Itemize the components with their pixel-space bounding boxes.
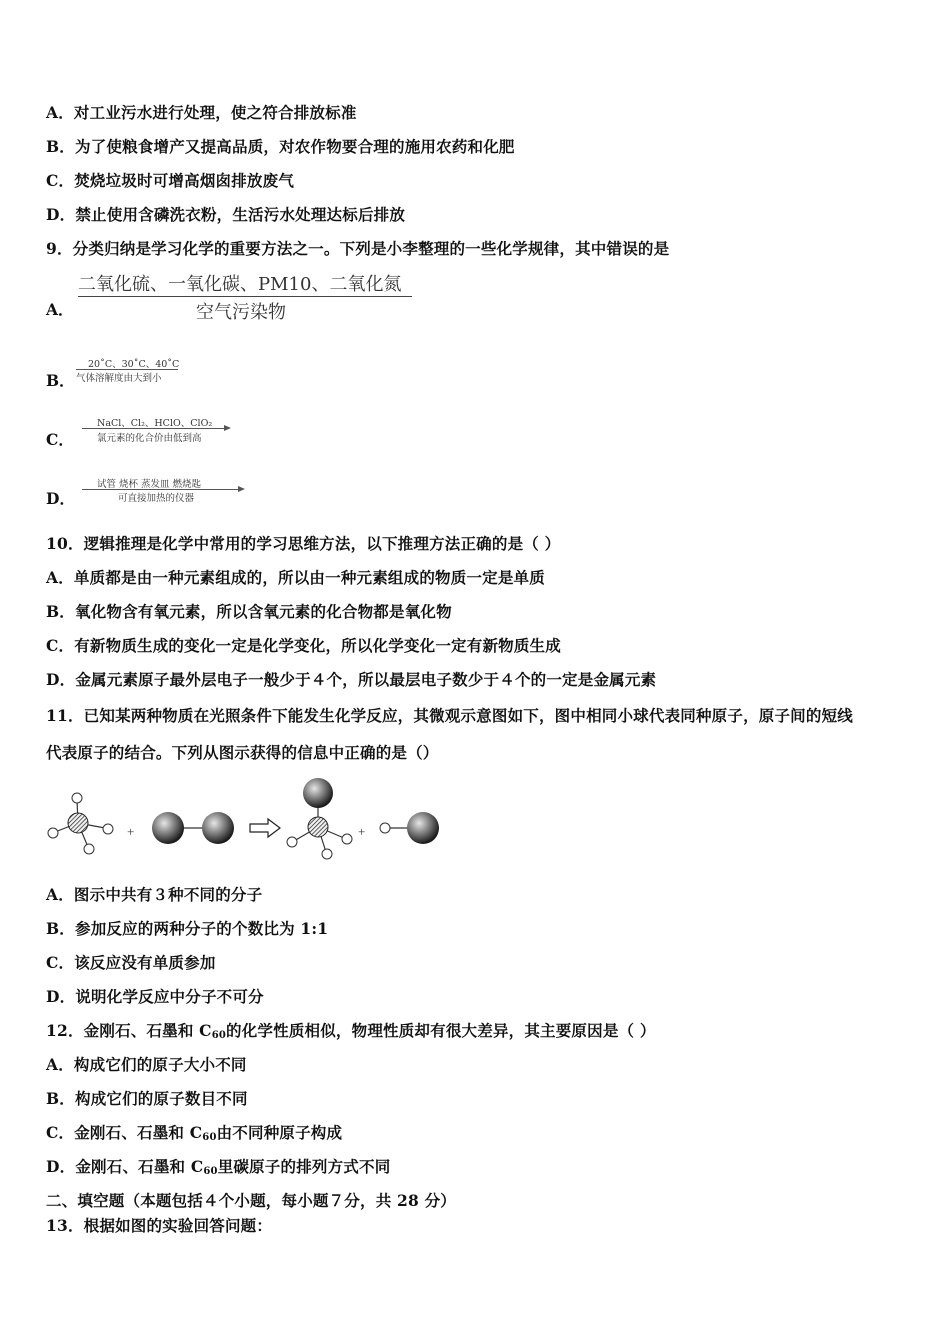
methane-molecule-icon — [48, 793, 113, 854]
q12-option-a: A．构成它们的原子大小不同 — [46, 1055, 247, 1074]
q9-b-fig-bottom: 气体溶解度由大到小 — [76, 373, 162, 384]
plus-sign-2: + — [358, 824, 366, 839]
section-2-title: 二、填空题（本题包括４个小题，每小题７分，共 28 分） — [46, 1191, 456, 1210]
q12-option-b: B．构成它们的原子数目不同 — [46, 1089, 248, 1108]
q9-option-c-label: C． — [46, 430, 74, 449]
q12-c-sub: 60 — [202, 1132, 217, 1143]
q11-option-d: D．说明化学反应中分子不可分 — [46, 987, 264, 1006]
q10-stem: 10．逻辑推理是化学中常用的学习思维方法，以下推理方法正确的是（ ） — [46, 534, 561, 553]
q9-option-b-label: B． — [46, 371, 75, 390]
q11-option-a: A．图示中共有３种不同的分子 — [46, 885, 263, 904]
q10-option-c: C．有新物质生成的变化一定是化学变化，所以化学变化一定有新物质生成 — [46, 636, 561, 655]
q11-stem-line2: 代表原子的结合。下列从图示获得的信息中正确的是（） — [46, 743, 439, 762]
q9-d-fig-top: 试管 烧杯 蒸发皿 燃烧匙 — [97, 479, 202, 490]
q9-b-fig-top: 20˚C、30˚C、40˚C — [88, 359, 180, 370]
q8-option-c: C．焚烧垃圾时可增高烟囱排放废气 — [46, 171, 295, 190]
chlorine-molecule-icon — [152, 812, 234, 844]
q9-c-fig-arrow — [82, 428, 226, 429]
q12-d-post: 里碳原子的排列方式不同 — [217, 1157, 391, 1176]
q9-stem: 9．分类归纳是学习化学的重要方法之一。下列是小李整理的一些化学规律，其中错误的是 — [46, 239, 670, 258]
q12-d-pre: D．金刚石、石墨和 C — [46, 1157, 204, 1176]
q9-a-fig-bottom: 空气污染物 — [196, 302, 286, 323]
reaction-arrow-icon — [250, 819, 280, 837]
q11-option-b: B．参加反应的两种分子的个数比为 1:1 — [46, 919, 329, 938]
q8-option-d: D．禁止使用含磷洗衣粉，生活污水处理达标后排放 — [46, 205, 406, 224]
q11-reaction-diagram — [40, 775, 460, 865]
q9-c-arrowhead-icon — [224, 425, 231, 431]
q8-option-b: B．为了使粮食增产又提高品质，对农作物要合理的施用农药和化肥 — [46, 137, 515, 156]
q9-c-fig-bottom: 氯元素的化合价由低到高 — [97, 433, 202, 444]
q12-c-pre: C．金刚石、石墨和 C — [46, 1123, 203, 1142]
q8-option-a: A．对工业污水进行处理，使之符合排放标准 — [46, 103, 357, 122]
q9-d-arrowhead-icon — [238, 486, 245, 492]
q12-stem-post: 的化学性质相似，物理性质却有很大差异，其主要原因是（ ） — [226, 1021, 656, 1040]
q9-option-a-label: A． — [46, 300, 74, 319]
chloromethane-molecule-icon — [287, 778, 352, 859]
q9-a-fig-top: 二氧化硫、一氧化碳、PM10、二氧化氮 — [78, 274, 402, 295]
q11-option-c: C．该反应没有单质参加 — [46, 953, 216, 972]
q12-c-post: 由不同种原子构成 — [216, 1123, 343, 1142]
q9-d-fig-bottom: 可直接加热的仪器 — [118, 493, 195, 504]
q9-a-fig-rule — [78, 296, 412, 297]
q9-c-fig-top: NaCl、Cl₂、HClO、ClO₂ — [97, 418, 213, 429]
q13-stem: 13．根据如图的实验回答问题： — [46, 1216, 273, 1235]
hydrogen-chloride-molecule-icon — [380, 812, 439, 844]
q9-option-d-label: D． — [46, 489, 75, 508]
q12-option-c — [46, 1121, 342, 1143]
q12-option-d — [46, 1155, 390, 1177]
q12-stem-pre: 12．金刚石、石墨和 C — [46, 1021, 212, 1040]
q10-option-d: D．金属元素原子最外层电子一般少于４个，所以最层电子数少于４个的一定是金属元素 — [46, 670, 657, 689]
q10-option-b: B．氧化物含有氧元素，所以含氧元素的化合物都是氧化物 — [46, 602, 452, 621]
q12-d-sub: 60 — [203, 1166, 218, 1177]
q12-stem — [46, 1019, 656, 1041]
q12-stem-sub: 60 — [211, 1030, 227, 1041]
q10-option-a: A．单质都是由一种元素组成的，所以由一种元素组成的物质一定是单质 — [46, 568, 545, 587]
q11-stem-line1: 11．已知某两种物质在光照条件下能发生化学反应，其微观示意图如下，图中相同小球代表同种原子，原子间的短线 — [46, 706, 853, 725]
plus-sign-1: + — [127, 824, 135, 839]
